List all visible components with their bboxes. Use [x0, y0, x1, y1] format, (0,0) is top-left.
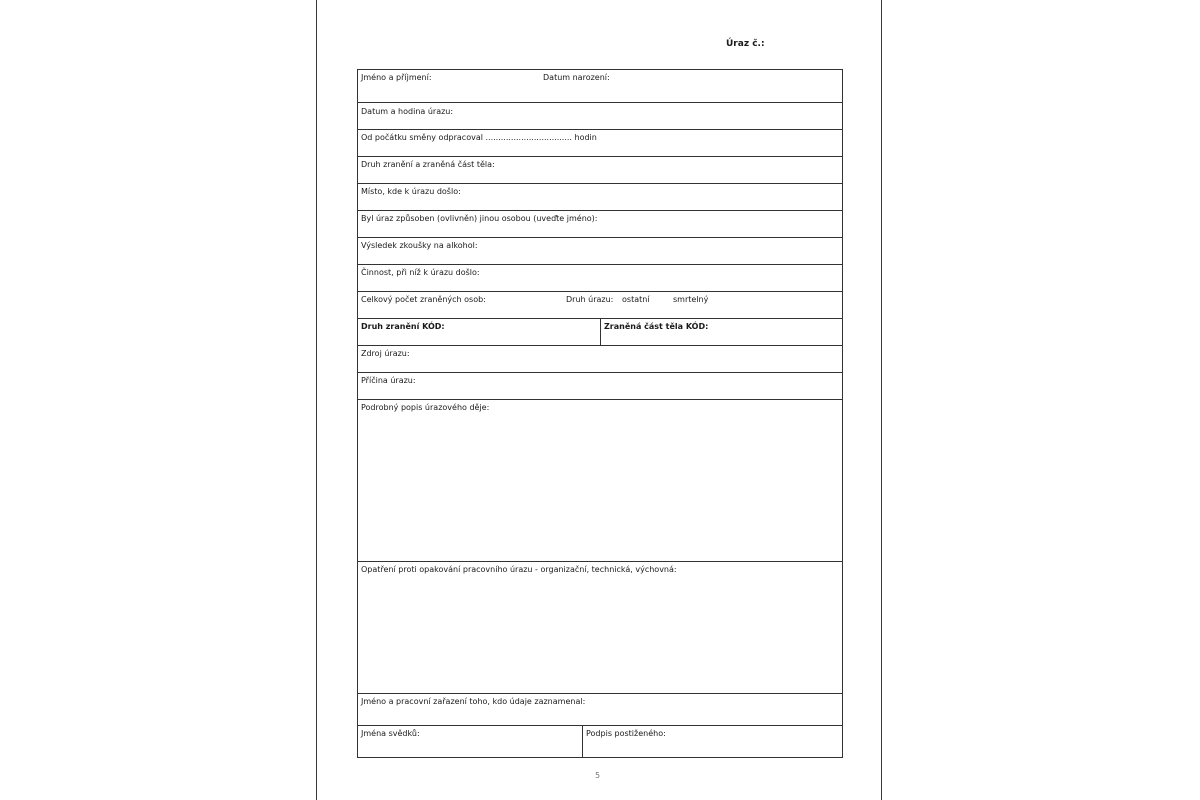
row-measures	[358, 562, 842, 694]
accident-type-other-option: ostatní	[622, 295, 650, 304]
cause-label: Příčina úrazu:	[361, 376, 416, 385]
row-recorder	[358, 694, 842, 726]
injury-report-form	[357, 69, 843, 758]
victim-signature-label: Podpis postiženého:	[586, 729, 666, 738]
date-time-label: Datum a hodina úrazu:	[361, 107, 454, 116]
injury-number-label: Úraz č.:	[726, 39, 765, 49]
row-total-injured	[358, 292, 842, 319]
measures-label: Opatření proti opakování pracovního úrazu - organizační, technická, výchovná:	[361, 565, 677, 574]
caused-by-other-label: Byl úraz způsoben (ovlivněn) jinou osobou (uveďte jméno):	[361, 214, 598, 223]
total-injured-label: Celkový počet zraněných osob:	[361, 295, 486, 304]
row-place	[358, 184, 842, 211]
shift-hours-blank: ..................................	[485, 133, 572, 142]
name-label: Jméno a příjmení:	[361, 73, 432, 82]
page-number: 5	[595, 771, 601, 780]
activity-label: Činnost, při níž k úrazu došlo:	[361, 268, 480, 277]
birth-date-label: Datum narození:	[543, 73, 610, 82]
row-description	[358, 400, 842, 562]
description-label: Podrobný popis úrazového děje:	[361, 403, 490, 412]
signature-divider	[582, 726, 583, 757]
row-shift-hours	[358, 130, 842, 157]
row-caused-by-other	[358, 211, 842, 238]
recorder-label: Jméno a pracovní zařazení toho, kdo údaje zaznamenal:	[361, 697, 586, 706]
row-alcohol-test	[358, 238, 842, 265]
accident-type-label: Druh úrazu:	[566, 295, 614, 304]
shift-hours-label: Od počátku směny odpracoval .................................. hodin	[361, 133, 597, 142]
row-source	[358, 346, 842, 373]
row-cause	[358, 373, 842, 400]
source-label: Zdroj úrazu:	[361, 349, 410, 358]
row-date-time	[358, 103, 842, 130]
row-activity	[358, 265, 842, 292]
accident-type-fatal-option: smrtelný	[673, 295, 709, 304]
injury-code-label: Druh zranění KÓD:	[361, 322, 445, 331]
place-label: Místo, kde k úrazu došlo:	[361, 187, 461, 196]
body-part-code-label: Zraněná část těla KÓD:	[604, 322, 709, 331]
row-injury-type-part	[358, 157, 842, 184]
row-codes	[358, 319, 842, 346]
witnesses-label: Jména svědků:	[361, 729, 420, 738]
codes-divider	[600, 319, 601, 345]
row-witnesses-signature	[358, 726, 842, 757]
alcohol-test-label: Výsledek zkoušky na alkohol:	[361, 241, 478, 250]
row-name-birth	[358, 70, 842, 103]
injury-type-part-label: Druh zranění a zraněná část těla:	[361, 160, 495, 169]
